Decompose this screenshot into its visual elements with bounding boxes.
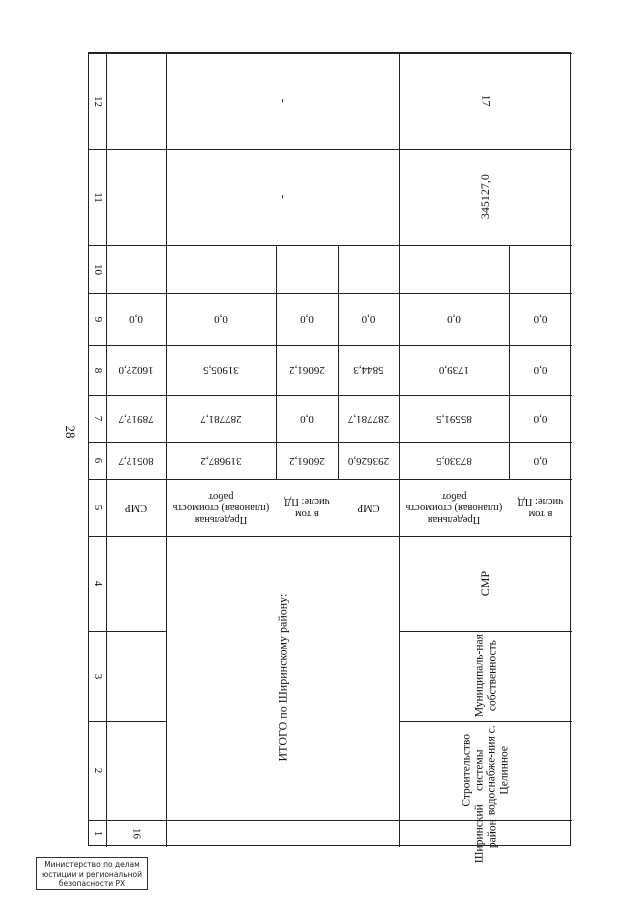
row16-district: Ширинский район <box>472 804 498 863</box>
total-mid-c9: 31905,5 <box>203 364 239 377</box>
total-pd-c10: 0,0 <box>300 313 314 326</box>
col-header-11: 11 <box>91 192 104 203</box>
col-header-2: 2 <box>91 767 104 774</box>
row16-work-type: СМР <box>477 570 492 597</box>
total-smr-c9: 5844,3 <box>353 364 384 377</box>
col-header-6: 6 <box>91 457 104 464</box>
total-smr-c8: 287781,7 <box>347 412 390 425</box>
total-smr-c7: 293626,0 <box>347 454 390 467</box>
budget-table <box>88 52 571 863</box>
row16-number: 16 <box>130 828 143 839</box>
total-pd-c9: 26061,2 <box>289 364 325 377</box>
total-c12: - <box>276 99 291 103</box>
col-header-10: 10 <box>91 264 104 275</box>
col-header-3: 3 <box>91 673 104 680</box>
total-c11: - <box>276 195 291 199</box>
row16-pd-c10: 0,0 <box>533 313 548 326</box>
row16-c11: 345127,0 <box>477 174 492 220</box>
col-header-12: 12 <box>91 96 104 107</box>
total-pd-type: в том числе: ПД <box>284 496 330 520</box>
page-number: 28 <box>63 425 78 439</box>
col-header-7: 7 <box>91 415 104 422</box>
total-pd-c7: 26061,2 <box>289 454 325 467</box>
row16-object: Строительство системы водоснабже-ния с. Целинное <box>460 725 511 816</box>
row16-pd-c8: 0,0 <box>533 412 548 425</box>
total-pd-c8: 0,0 <box>300 412 314 425</box>
total-top-c10: 0,0 <box>129 313 143 326</box>
total-smr-type: СМР <box>357 502 380 514</box>
ministry-stamp: Министерство по делам юстиции и региональной безопасности РХ <box>36 857 148 890</box>
total-smr-c10: 0,0 <box>361 313 376 326</box>
total-mid-c7: 319687,2 <box>200 454 242 467</box>
row16-c12: 17 <box>479 95 494 107</box>
total-mid-c8: 287781,7 <box>200 412 242 425</box>
row16-mid-type: Предельная (плановая) стоимость работ <box>405 490 503 525</box>
col-header-8: 8 <box>91 367 104 374</box>
col-header-5: 5 <box>91 504 104 511</box>
row16-mid-c8: 85591,5 <box>436 412 472 425</box>
col-header-4: 4 <box>91 580 104 587</box>
total-top-type: СМР <box>124 502 148 514</box>
row16-pd-c9: 0,0 <box>533 364 548 377</box>
total-top-c9: 1602?,0 <box>118 364 154 377</box>
row16-mid-c10: 0,0 <box>447 313 461 326</box>
row16-mid-c9: 1739,0 <box>438 364 470 377</box>
row16-pd-c7: 0,0 <box>533 454 548 467</box>
col-header-9: 9 <box>91 316 104 323</box>
total-mid-c10: 0,0 <box>214 313 228 326</box>
row16-ownership: Муниципаль-ная собственность <box>472 634 498 718</box>
total-mid-type: Предельная (плановая) стоимость работ <box>172 490 270 525</box>
row16-pd-type: в том числе: ПД <box>517 496 564 520</box>
col-header-1: 1 <box>91 830 104 837</box>
total-label: ИТОГО по Ширинскому району: <box>274 594 289 762</box>
total-top-c8: 7891?,7 <box>118 412 154 425</box>
row16-mid-c7: 87330,5 <box>436 454 472 467</box>
total-top-c7: 8051?,7 <box>118 454 154 467</box>
